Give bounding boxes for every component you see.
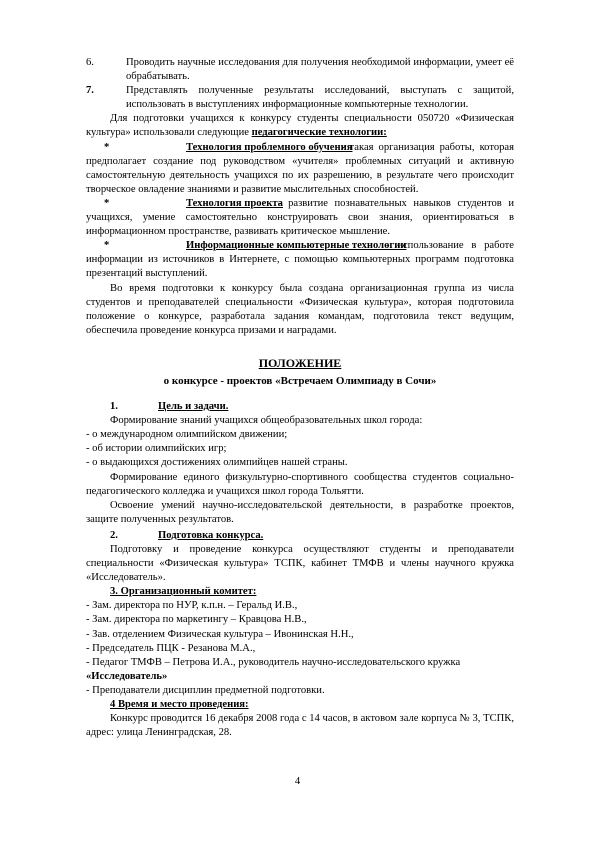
committee-member: - Зам. директора по НУР, к.п.н. – Геральд И.В.,	[86, 600, 298, 612]
item-number: 7.	[86, 85, 94, 97]
bullet: *	[104, 240, 110, 252]
technology-name: Технология проблемного обучения	[186, 141, 353, 153]
technology-text: - развитие познавательных навыков студентов и учащихся, умение самостоятельно конструировать свои знания, ориентироваться в информационном пространстве, развивать критическое мышление.	[86, 197, 514, 238]
list-item: - об истории олимпийских игр;	[86, 443, 227, 455]
section-heading	[86, 529, 514, 543]
committee-member: - Педагог ТМФВ – Петрова И.А., руководитель научно-исследовательского кружка	[86, 656, 461, 668]
committee-member: - Председатель ПЦК - Резанова М.А.,	[86, 642, 256, 654]
section-paragraph: Подготовку и проведение конкурса осуществляют студенты и преподаватели специальности «Физическая культура» ТСПК, кабинет ТМФВ и члены научного кружка «Исследователь».	[86, 544, 514, 584]
bullet: *	[104, 197, 110, 209]
page-subtitle: о конкурсе - проектов «Встречаем Олимпиаду в Сочи»	[163, 374, 437, 387]
list-item: - о международном олимпийском движении;	[86, 429, 288, 441]
section-lead: Формирование знаний учащихся общеобразовательных школ города:	[110, 415, 423, 427]
section-title: Цель и задачи.	[158, 401, 229, 413]
committee-member: - Зам. директора по маркетингу – Кравцова Н.В.,	[86, 614, 307, 626]
page-number: 4	[294, 776, 301, 787]
list-item: - о выдающихся достижениях олимпийцев нашей страны.	[86, 457, 348, 469]
technology-text: - такая организация работы, которая предполагает создание под руководством «учителя» проблемных ситуаций и активную самостоятельную деятельность учащихся по их разрешению, в результате чего происходит творческое овладение знаниями и развитие мыслительных способностей.	[86, 141, 514, 195]
list-item-6	[86, 56, 514, 84]
list-item-7	[86, 84, 514, 112]
section-heading	[86, 400, 514, 414]
section-number: 1.	[110, 401, 118, 413]
intro-underlined: педагогические технологии:	[251, 127, 387, 139]
club-name: «Исследователь»	[86, 670, 168, 682]
committee-member: - Преподаватели дисциплин предметной подготовки.	[86, 684, 325, 696]
item-text: Представлять полученные результаты исследований, выступать с защитой, использовать в выступлениях информационные компьютерные технологии.	[126, 85, 514, 111]
committee-member: - Зав. отделением Физическая культура – Ивонинская Н.Н.,	[86, 628, 354, 640]
item-number: 6.	[86, 57, 94, 68]
section-number: 2.	[110, 529, 118, 541]
section-title: Подготовка конкурса.	[158, 529, 264, 541]
section-title: 4 Время и место проведения:	[110, 699, 249, 711]
section-title: 3. Организационный комитет:	[110, 586, 257, 598]
intro-text: Для подготовки учащихся к конкурсу студенты специальности 050720 «Физическая культура» использовали следующие	[86, 113, 514, 139]
document-page	[86, 56, 514, 740]
technology-name: Информационные компьютерные технологии	[186, 240, 407, 252]
item-text: Проводить научные исследования для получения необходимой информации, умеет её обрабатывать.	[126, 57, 514, 83]
intro-paragraph	[86, 112, 514, 140]
page-title: ПОЛОЖЕНИЕ	[258, 355, 342, 370]
bullet: *	[104, 141, 110, 153]
section-paragraph: Формирование единого физкультурно-спортивного сообщества студентов социально-педагогического колледжа и учащихся школ города Тольятти.	[86, 471, 514, 497]
section-paragraph: Конкурс проводится 16 декабря 2008 года с 14 часов, в актовом зале корпуса № 3, ТСПК, адрес: улица Ленинградская, 28.	[86, 713, 514, 739]
section-paragraph: Освоение умений научно-исследовательской деятельности, в разработке проектов, защите полученных результатов.	[86, 499, 514, 525]
technology-name: Технология проекта	[186, 197, 283, 209]
technology-text: - использование в работе информации из источников в Интернете, с помощью компьютерных программ подготовка презентаций выступлений.	[86, 240, 514, 280]
org-paragraph: Во время подготовки к конкурсу была создана организационная группа из числа студентов и преподавателей специальности «Физическая культура», которая подготовила положение о конкурсе, разработала задания командам, подготовила текст ведущим, обеспечила проведение конкурса призами и наградами.	[86, 282, 514, 336]
